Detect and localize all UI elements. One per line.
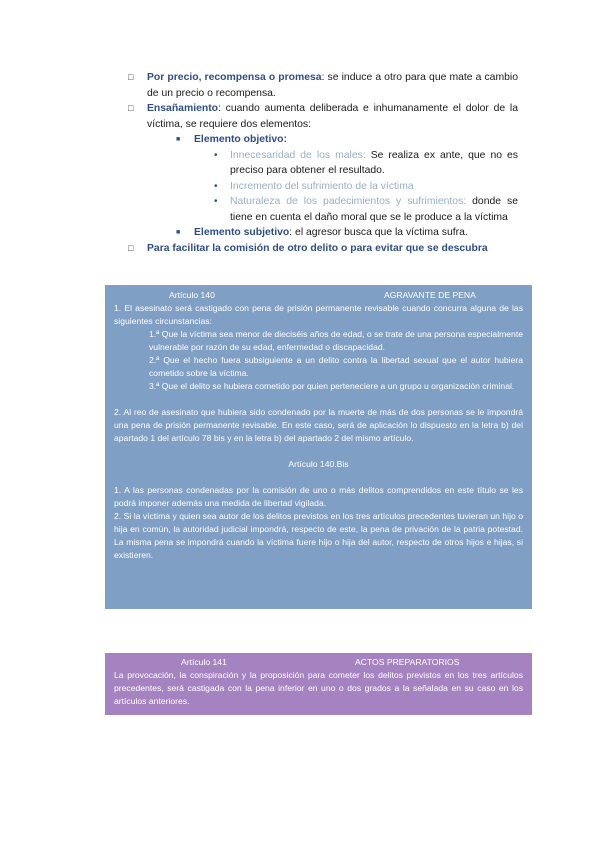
square-bullet-icon: □ (128, 242, 134, 253)
sublist-text: : el agresor busca que la víctima sufra. (289, 227, 468, 238)
small-square-bullet-icon: ■ (176, 229, 181, 236)
article-140-box (105, 285, 532, 609)
spacer (114, 393, 523, 406)
soft-label: Incremento del sufrimiento de la víctima (230, 180, 414, 192)
spacer (114, 445, 523, 458)
article-bis-title: Artículo 140.Bis (288, 459, 349, 469)
soft-label: Naturaleza de los padecimientos y sufrimientos: (230, 196, 467, 207)
list-keyword: Ensañamiento (147, 103, 219, 114)
sublist-label: Elemento objetivo: (194, 134, 287, 145)
sublist-item-objetivo (128, 132, 518, 148)
paragraph: 1. El asesinato será castigado con pena de prisión permanente revisable cuando concurra alguna de las siguientes circunstancias: (114, 303, 523, 326)
subsub-text: donde se tiene en cuenta el daño moral que se le produce a la víctima (230, 196, 518, 223)
article-title: Artículo 140 (169, 290, 215, 300)
box-header (114, 289, 523, 302)
list-keyword: Para facilitar la comisión de otro delito o para evitar que se descubra (147, 242, 488, 254)
bullet-list (128, 70, 518, 256)
article-title: Artículo 141 (181, 657, 227, 667)
article-141-box (105, 653, 532, 715)
list-text: : se induce a otro para que mate a cambio de un precio o recompensa. (147, 72, 518, 99)
soft-label: Innecesaridad de los males: (230, 149, 366, 161)
dot-bullet-icon: • (214, 149, 218, 161)
list-item-precio (128, 70, 518, 101)
paragraph: 2. Si la víctima y quien sea autor de los delitos previstos en los tres artículos precedentes tuvieran un hijo o hija en común, la autoridad judicial impondrá, respecto de este, la pena de privación de la patria potestad. La misma pena se impondrá cuando la víctima fuere hijo o hija del autor, respecto de otros hijos e hijas, si existieren. (114, 511, 523, 560)
list-item-facilitar (128, 241, 518, 257)
list-keyword: Por precio, recompensa o promesa (147, 72, 322, 83)
subsub-item-naturaleza (128, 194, 518, 225)
square-bullet-icon: □ (128, 103, 134, 113)
list-item-ensanamiento (128, 101, 518, 132)
article-heading: AGRAVANTE DE PENA (384, 290, 476, 300)
list-text: : cuando aumenta deliberada e inhumanamente el dolor de la víctima, se requiere dos elementos: (147, 103, 518, 130)
box-header (114, 656, 523, 669)
small-square-bullet-icon: ■ (176, 136, 181, 143)
dot-bullet-icon: • (214, 196, 218, 207)
subsub-item-innecesaridad (128, 148, 518, 179)
paragraph: 1. A las personas condenadas por la comisión de uno o más delitos comprendidos en este título se les podrá imponer además una medida de libertad vigilada. (114, 485, 523, 508)
paragraph: 2. Al reo de asesinato que hubiera sido condenado por la muerte de más de dos personas se le impondrá una pena de prisión permanente revisable. En este caso, será de aplicación lo dispuesto en la letra b) del apartado 1 del artículo 78 bis y en la letra b) del apartado 2 del mismo artículo. (114, 407, 523, 443)
spacer (114, 471, 523, 484)
article-heading: ACTOS PREPARATORIOS (355, 657, 460, 667)
dot-bullet-icon: • (214, 180, 218, 192)
circumstance-1: 1.ª Que la víctima sea menor de dieciséis años de edad, o se trate de una persona especialmente vulnerable por razón de su edad, enfermedad o discapacidad. (149, 329, 523, 352)
subsub-text: Se realiza ex ante, que no es preciso para obtener el resultado. (230, 149, 518, 176)
sublist-item-subjetivo (128, 225, 518, 241)
paragraph: La provocación, la conspiración y la proposición para cometer los delitos previstos en los tres artículos precedentes, será castigada con la pena inferior en uno o dos grados a la señalada en su caso en los artículos anteriores. (114, 670, 523, 706)
subsub-item-incremento (128, 179, 518, 195)
sublist-label: Elemento subjetivo (194, 227, 290, 238)
circumstance-2: 2.ª Que el hecho fuera subsiguiente a un delito contra la libertad sexual que el autor hubiera cometido sobre la víctima. (149, 355, 523, 378)
square-bullet-icon: □ (128, 72, 134, 82)
circumstance-3: 3.ª Que el delito se hubiera cometido por quien perteneciere a un grupo u organización criminal. (149, 381, 515, 391)
